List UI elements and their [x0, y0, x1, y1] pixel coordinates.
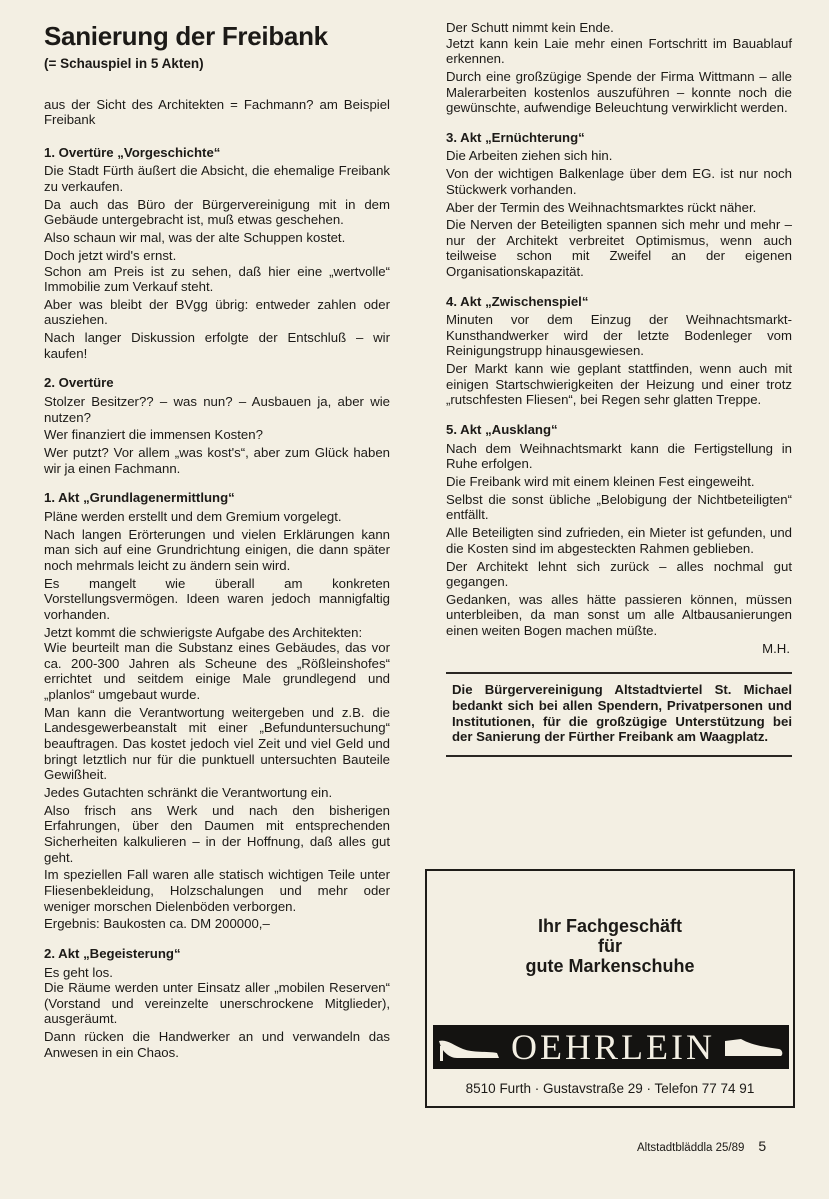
paragraph: Dann rücken die Handwerker an und verwandeln das Anwesen in ein Chaos.	[44, 1029, 390, 1060]
paragraph: Wie beurteilt man die Substanz eines Gebäudes, das vor ca. 200-300 Jahren als Scheune des „Rößleinshofes“ errichtet und seitdem einige Male grundlegend und „planlos“ umgebaut wurde.	[44, 640, 390, 703]
paragraph: Jetzt kommt die schwierigste Aufgabe des Architekten:	[44, 624, 363, 640]
brand-logo-bar	[433, 1025, 789, 1069]
article-subtitle: (= Schauspiel in 5 Akten)	[44, 56, 204, 71]
section-heading: 1. Akt „Grundlagenermittlung“	[44, 490, 235, 506]
ad-address: 8510 Furth · Gustavstraße 29 · Telefon 77 74 91	[465, 1081, 755, 1096]
shoe-store-ad	[425, 869, 795, 1108]
paragraph: Die Nerven der Beteiligten spannen sich mehr und mehr – nur der Architekt verbreitet Optimismus, wenn auch teilweise schon mit Zweifel an der eigenen Organisationskapazität.	[446, 217, 792, 280]
section-heading: 2. Overtüre	[44, 375, 114, 391]
paragraph: Nach langen Erörterungen und vielen Erklärungen kann man sich auf eine Grundrichtung einigen, die dann später noch mehrmals leicht zu ändern sein wird.	[44, 526, 390, 573]
article-intro: aus der Sicht des Architekten = Fachmann? am Beispiel Freibank	[44, 96, 390, 128]
section-act-4	[446, 294, 792, 408]
paragraph: Die Räume werden unter Einsatz aller „mobilen Reserven“ (Vorstand und vereinzelte unerschrockene Mitglieder), ausgeräumt.	[44, 980, 390, 1027]
right-column	[446, 20, 792, 759]
section-heading: 5. Akt „Ausklang“	[446, 422, 558, 437]
paragraph: Also frisch ans Werk und nach den bisherigen Erfahrungen, über den Daumen mit entsprechenden Sicherheiten kalkulieren – in der Hoffnung, daß alles gut geht.	[44, 802, 390, 865]
paragraph: Alle Beteiligten sind zufrieden, ein Mieter ist gefunden, und die Kosten sind im abgesteckten Rahmen geblieben.	[446, 525, 792, 556]
ad-headline-line: für	[598, 936, 622, 956]
paragraph: Nach dem Weihnachtsmarkt kann die Fertigstellung in Ruhe erfolgen.	[446, 440, 792, 472]
section-act-3	[446, 130, 792, 280]
paragraph: Wer putzt? Vor allem „was kost's“, aber zum Glück haben wir ja einen Fachmann.	[44, 445, 390, 476]
left-column	[44, 0, 390, 1062]
paragraph: Gedanken, was alles hätte passieren können, müssen unterbleiben, da man sonst um alle Altbausanierungen einen weiten Bogen machen müßte.	[446, 591, 792, 639]
section-heading: 2. Akt „Begeisterung“	[44, 945, 181, 961]
paragraph: Die Freibank wird mit einem kleinen Fest eingeweiht.	[446, 473, 755, 489]
paragraph: Pläne werden erstellt und dem Gremium vorgelegt.	[44, 508, 342, 524]
mens-shoe-icon	[721, 1033, 785, 1061]
paragraph: Jetzt kann kein Laie mehr einen Fortschritt im Bauablauf erkennen.	[446, 35, 792, 67]
paragraph: Wer finanziert die immensen Kosten?	[44, 427, 263, 443]
paragraph: Durch eine großzügige Spende der Firma Wittmann – alle Malerarbeiten kostenlos auszuführen – konnte noch die gewünschte, aufwendige Beleuchtung verwirklicht werden.	[446, 68, 792, 116]
section-heading: 4. Akt „Zwischenspiel“	[446, 293, 589, 309]
page-number: 5	[758, 1138, 767, 1154]
paragraph: Von der wichtigen Balkenlage über dem EG. ist nur noch Stückwerk vorhanden.	[446, 166, 792, 197]
paragraph: Schon am Preis ist zu sehen, daß hier eine „wertvolle“ Immobilie zum Verkauf steht.	[44, 263, 390, 295]
paragraph: Stolzer Besitzer?? – was nun? – Ausbauen ja, aber wie nutzen?	[44, 394, 390, 425]
paragraph: Der Schutt nimmt kein Ende.	[446, 20, 614, 35]
ladies-shoe-icon	[437, 1031, 501, 1063]
section-overture-2	[44, 375, 390, 476]
paragraph: Im speziellen Fall waren alle statisch wichtigen Teile unter Fliesenbekleidung, Holzschalungen und mehr oder weniger morschen Dielenböden verborgen.	[44, 867, 390, 914]
paragraph: Ergebnis: Baukosten ca. DM 200000,–	[44, 916, 270, 932]
section-act-2	[44, 946, 390, 1060]
section-heading: 3. Akt „Ernüchterung“	[446, 129, 585, 145]
paragraph: Der Architekt lehnt sich zurück – alles nochmal gut gegangen.	[446, 558, 792, 590]
ad-headline-line: Ihr Fachgeschäft	[537, 916, 683, 936]
section-heading: 1. Overtüre „Vorgeschichte“	[44, 144, 221, 160]
article-title: Sanierung der Freibank	[44, 21, 328, 51]
section-overture-1	[44, 145, 390, 362]
paragraph: Selbst die sonst übliche „Belobigung der Nichtbeteiligten“ entfällt.	[446, 491, 792, 523]
brand-name: OEHRLEIN	[511, 1027, 715, 1067]
paragraph: Die Arbeiten ziehen sich hin.	[446, 148, 613, 164]
paragraph: Minuten vor dem Einzug der Weihnachtsmarkt-Kunsthandwerker wird der letzte Bodenleger vom Reinigungstrupp hinausgewiesen.	[446, 312, 792, 359]
paragraph: Es geht los.	[44, 964, 113, 980]
paragraph: Nach langer Diskussion erfolgte der Entschluß – wir kaufen!	[44, 330, 390, 361]
thanks-notice: Die Bürgervereinigung Altstadtviertel St. Michael bedankt sich bei allen Spendern, Privatpersonen und Institutionen, für die großzügige Unterstützung bei der Sanierung der Fürther Freibank am Waagplatz.	[446, 672, 792, 756]
paragraph: Es mangelt wie überall am konkreten Vorstellungsvermögen. Ideen waren jedoch mannigfaltig vorhanden.	[44, 575, 390, 622]
paragraph: Die Stadt Fürth äußert die Absicht, die ehemalige Freibank zu verkaufen.	[44, 163, 390, 194]
publication-name: Altstadtbläddla 25/89	[637, 1142, 745, 1154]
paragraph: Da auch das Büro der Bürgervereinigung mit in dem Gebäude untergebracht ist, muß etwas geschehen.	[44, 196, 390, 228]
paragraph: Aber der Termin des Weihnachtsmarktes rückt näher.	[446, 199, 757, 215]
section-act-5	[446, 422, 792, 656]
ad-headline	[427, 916, 793, 976]
paragraph: Aber was bleibt der BVgg übrig: entweder zahlen oder ausziehen.	[44, 296, 390, 328]
author-signature: M.H.	[762, 640, 790, 656]
paragraph: Also schaun wir mal, was der alte Schuppen kostet.	[44, 230, 346, 246]
page-footer	[637, 1138, 766, 1154]
section-act-1	[44, 490, 390, 932]
ad-headline-line: gute Markenschuhe	[525, 956, 695, 976]
paragraph: Jedes Gutachten schränkt die Verantwortung ein.	[44, 785, 333, 800]
paragraph: Der Markt kann wie geplant stattfinden, wenn auch mit einigen Startschwierigkeiten der Heizung und einer trotz „rutschfesten Fliesen“, bei Regen sehr glatten Treppe.	[446, 361, 792, 408]
paragraph: Doch jetzt wird's ernst.	[44, 247, 177, 263]
paragraph: Man kann die Verantwortung weitergeben und z.B. die Landesgewerbeanstalt mit einer „Befunduntersuchung“ beauftragen. Das kostet jedoch viel Zeit und viel Geld und bringt letztlich nur für die punktuell untersuchten Bauteile Gewißheit.	[44, 704, 390, 783]
